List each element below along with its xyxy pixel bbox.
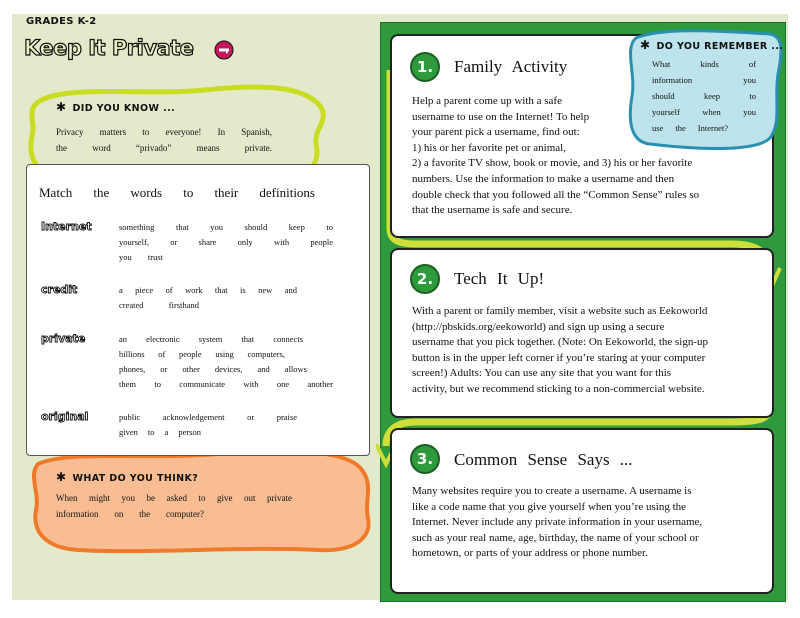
- question-line: information you: [652, 75, 756, 85]
- did-you-know-line: the word “privado” means private.: [56, 143, 272, 153]
- text-line: double check that you followed all the “Common Sense” rules so: [412, 188, 700, 201]
- definition-line: you trust: [119, 252, 163, 262]
- activity-text: [412, 484, 768, 562]
- step-number-badge: 1.: [410, 52, 440, 82]
- question-line: use the Internet?: [652, 123, 728, 133]
- activity-text: [412, 304, 768, 398]
- text-line: hometown, or parts of your address or phone number.: [412, 547, 648, 560]
- definition-line: billions of people using computers,: [119, 349, 285, 359]
- text-line: username that you pick together. (Note: On Eekoworld, the sign-up: [412, 336, 709, 349]
- activity-card-2: [390, 248, 774, 418]
- did-you-know-text: [56, 124, 272, 156]
- text-line: username to use on the Internet! To help: [412, 110, 590, 123]
- question-line: What kinds of: [652, 59, 756, 69]
- lock-icon: [214, 40, 234, 60]
- text-line: 2) a favorite TV show, book or movie, and 3) his or her favorite: [412, 157, 693, 170]
- definition-line: them to communicate with one another: [119, 379, 333, 389]
- star-icon: ✱: [640, 38, 651, 52]
- text-line: button is in the upper left corner if you’re staring at your computer: [412, 351, 706, 364]
- step-number-badge: 3.: [410, 444, 440, 474]
- do-you-remember-text: [652, 56, 756, 136]
- match-title: Match the words to their definitions: [39, 185, 315, 200]
- page-title: Keep It Private: [24, 36, 194, 60]
- definition-line: created firsthand: [119, 300, 199, 310]
- text-line: numbers. Use the information to make a username and then: [412, 172, 675, 185]
- definition-line: a piece of work that is new and: [119, 285, 297, 295]
- text-line: Internet. Never include any private information in your username,: [412, 516, 703, 529]
- text-line: activity, but we recommend sticking to a non-commercial website.: [412, 382, 705, 395]
- definition-3: [119, 332, 333, 392]
- text-line: Many websites require you to create a username. A username is: [412, 485, 692, 497]
- term-internet: Internet: [41, 220, 92, 233]
- activity-card-3: [390, 428, 774, 594]
- question-line: information on the computer?: [56, 509, 204, 519]
- did-you-know-heading: ✱ DID YOU KNOW ...: [56, 100, 176, 114]
- do-you-remember-heading: ✱ DO YOU REMEMBER ...: [640, 38, 784, 52]
- definition-line: given to a person: [119, 427, 201, 437]
- question-line: yourself when you: [652, 107, 756, 117]
- definition-2: [119, 283, 297, 313]
- what-do-you-think-text: [56, 490, 292, 522]
- text-line: Help a parent come up with a safe: [412, 95, 562, 107]
- activity-title: Tech It Up!: [454, 269, 545, 288]
- text-line: With a parent or family member, visit a website such as Eekoworld: [412, 305, 708, 317]
- definition-line: an electronic system that connects: [119, 334, 303, 344]
- question-line: When might you be asked to give out private: [56, 493, 292, 503]
- grade-label: GRADES K-2: [26, 16, 97, 27]
- definition-line: public acknowledgement or praise: [119, 412, 297, 422]
- text-line: such as your real name, age, birthday, the name of your school or: [412, 531, 699, 544]
- activity-title: Family Activity: [454, 57, 568, 76]
- did-you-know-line: Privacy matters to everyone! In Spanish,: [56, 127, 272, 137]
- text-line: that the username is safe and secure.: [412, 204, 573, 217]
- term-original: original: [41, 410, 89, 423]
- definition-1: [119, 220, 333, 265]
- match-card: [26, 164, 370, 456]
- text-line: screen!) Adults: You can use any site that you want for this: [412, 367, 672, 380]
- step-number-badge: 2.: [410, 264, 440, 294]
- term-credit: credit: [41, 283, 78, 296]
- star-icon: ✱: [56, 100, 67, 114]
- definition-line: phones, or other devices, and allows: [119, 364, 307, 374]
- definition-line: something that you should keep to: [119, 222, 333, 232]
- term-private: private: [41, 332, 86, 345]
- question-line: should keep to: [652, 91, 756, 101]
- definition-line: yourself, or share only with people: [119, 237, 333, 247]
- activity-title: Common Sense Says ...: [454, 450, 633, 469]
- text-line: like a code name that you give yourself when you’re using the: [412, 500, 687, 513]
- text-line: your parent pick a username, find out:: [412, 126, 580, 139]
- definition-4: [119, 410, 297, 440]
- what-do-you-think-heading: ✱ WHAT DO YOU THINK?: [56, 470, 199, 484]
- text-line: (http://pbskids.org/eekoworld) and sign up using a secure: [412, 320, 665, 333]
- text-line: 1) his or her favorite pet or animal,: [412, 141, 566, 154]
- star-icon: ✱: [56, 470, 67, 484]
